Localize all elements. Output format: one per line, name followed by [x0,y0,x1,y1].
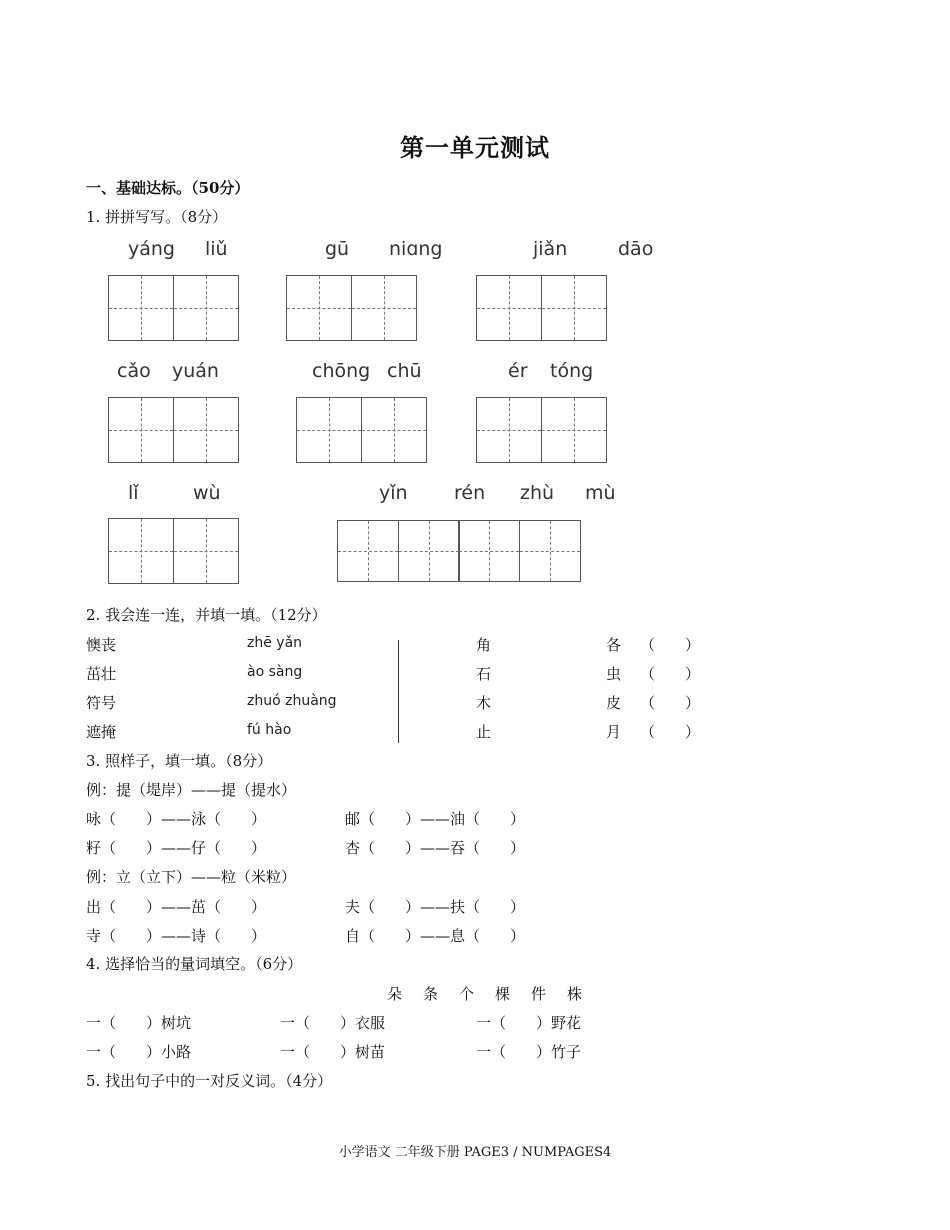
answer-blank[interactable]: （ ） [640,636,701,654]
writing-grid[interactable] [476,397,605,463]
fill-item[interactable]: 籽（ ）——仔（ ） [86,839,267,857]
word: 符号 [86,694,117,712]
character-part: 虫 [606,665,622,683]
writing-grid[interactable] [108,518,237,584]
example: 例：提（堤岸）——提（提水） [86,781,297,799]
pinyin-option: zhē yǎn [247,635,303,651]
writing-grid[interactable] [286,275,415,341]
writing-grid[interactable] [337,520,579,582]
pinyin: mù [585,482,616,504]
page-title: 第一单元测试 [400,133,550,162]
pinyin: niɑng [389,238,443,260]
answer-blank[interactable]: （ ） [640,665,701,683]
pinyin: gū [325,238,350,260]
pinyin-option: ào sàng [247,664,303,680]
pinyin: rén [454,482,486,504]
fill-item[interactable]: 寺（ ）——诗（ ） [86,927,267,945]
writing-grid[interactable] [108,397,237,463]
writing-grid[interactable] [108,275,237,341]
page-footer: 小学语文 二年级下册 PAGE3 / NUMPAGES4 [338,1145,612,1160]
pinyin: tóng [550,360,594,382]
example: 例：立（立下）——粒（米粒） [86,868,297,886]
radical: 木 [476,694,492,712]
fill-item[interactable]: 自（ ）——息（ ） [345,927,526,945]
word: 茁壮 [86,665,117,683]
fill-item[interactable]: 一（ ）树坑 [86,1014,192,1032]
section-heading: 一、基础达标。（50分） [86,179,250,197]
pinyin: jiǎn [533,238,568,260]
writing-grid[interactable] [476,275,605,341]
question-1-label: 1. 拼拼写写。（8分） [86,208,228,226]
fill-item[interactable]: 邮（ ）——油（ ） [345,810,526,828]
pinyin: lǐ [128,482,139,504]
answer-blank[interactable]: （ ） [640,694,701,712]
pinyin-option: fú hào [247,722,292,738]
answer-blank[interactable]: （ ） [640,723,701,741]
pinyin: zhù [520,482,555,504]
fill-item[interactable]: 出（ ）——茁（ ） [86,898,267,916]
pinyin: wù [193,482,221,504]
measure-word-options: 朵 条 个 棵 件 株 [387,985,586,1003]
character-part: 月 [606,723,622,741]
pinyin: yuán [172,360,219,382]
radical: 止 [476,723,492,741]
divider [398,640,399,743]
radical: 石 [476,665,492,683]
pinyin: yáng [128,238,175,260]
word: 懊丧 [86,636,117,654]
question-4-label: 4. 选择恰当的量词填空。（6分） [86,955,303,973]
pinyin: liǔ [205,238,228,260]
fill-item[interactable]: 一（ ）衣服 [280,1014,386,1032]
fill-item[interactable]: 一（ ）树苗 [280,1043,386,1061]
writing-grid[interactable] [296,397,425,463]
character-part: 皮 [606,694,622,712]
fill-item[interactable]: 杏（ ）——吞（ ） [345,839,526,857]
question-2-label: 2. 我会连一连，并填一填。（12分） [86,606,327,624]
word: 遮掩 [86,723,117,741]
fill-item[interactable]: 咏（ ）——泳（ ） [86,810,267,828]
pinyin: chōng [312,360,371,382]
character-part: 各 [606,636,622,654]
question-3-label: 3. 照样子，填一填。（8分） [86,752,273,770]
fill-item[interactable]: 夫（ ）——扶（ ） [345,898,526,916]
pinyin: dāo [618,238,654,260]
pinyin: cǎo [117,360,151,382]
radical: 角 [476,636,492,654]
pinyin: chū [387,360,422,382]
fill-item[interactable]: 一（ ）小路 [86,1043,192,1061]
question-5-label: 5. 找出句子中的一对反义词。（4分） [86,1072,333,1090]
pinyin: ér [508,360,528,382]
fill-item[interactable]: 一（ ）野花 [476,1014,582,1032]
pinyin-option: zhuó zhuàng [247,693,337,709]
fill-item[interactable]: 一（ ）竹子 [476,1043,582,1061]
pinyin: yǐn [379,482,408,504]
